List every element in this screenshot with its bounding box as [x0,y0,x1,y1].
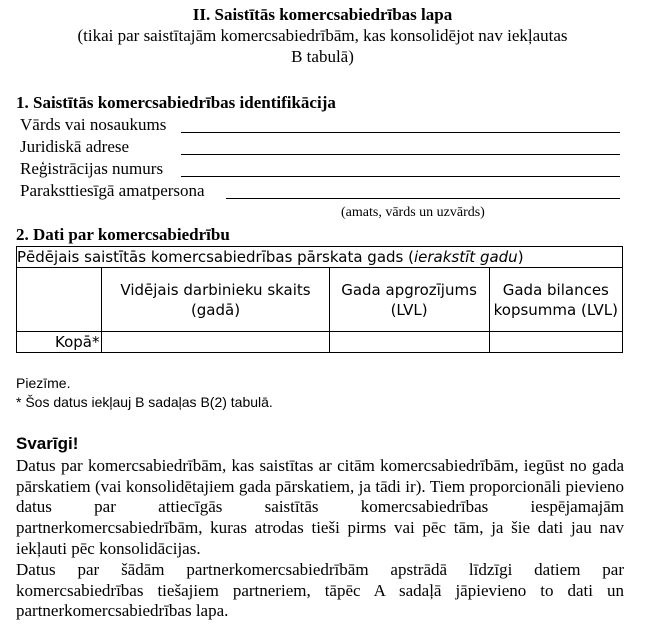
field-label-name: Vārds vai nosaukums [20,115,167,134]
field-line-name[interactable] [181,132,620,133]
field-label-signatory: Paraksttiesīgā amatpersona [20,181,205,200]
note-label: Piezīme. [16,375,71,391]
report-year-label: Pēdējais saistītās komercsabiedrības pārskata gads ( [17,248,414,266]
important-heading: Svarīgi! [16,434,79,453]
report-year-cell[interactable] [17,247,623,268]
page-subtitle: (tikai par saistītajām komercsabiedrībām, kas konsolidējot nav iekļautas [77,26,568,45]
page-title: II. Saistītās komercsabiedrības lapa [192,5,453,24]
total-row-label: Kopā* [17,332,102,353]
section1-heading: 1. Saistītās komercsabiedrības identifikācija [16,93,336,112]
report-year-label-end: ) [517,248,524,266]
field-label-address: Juridiskā adrese [20,137,130,156]
field-line-address[interactable] [181,154,620,155]
note-text: * Šos datus iekļauj B sadaļas B(2) tabulā. [16,394,273,410]
field-label-registration: Reģistrācijas numurs [20,159,164,178]
header-empty-cell [17,268,102,332]
important-paragraph-1: Datus par komercsabiedrībām, kas saistītas ar citām komercsabiedrībām, iegūst no gada pārskatiem (vai konsolidētajiem gada pārskatiem, ja tādi ir). Tiem proporcionāli pievieno datus par attiecīgās saistītās komercsabiedrības iespējamajām partnerkomercsabiedrībām, kuras atrodas tieši pirms vai pēc tām, ja šie dati jau nav iekļauti pēc konsolidācijas. [16,456,624,558]
field-line-signatory[interactable] [226,198,620,199]
total-turnover-cell[interactable] [329,332,489,353]
col-header-employees: Vidējais darbinieku skaits (gadā) [102,268,329,332]
report-year-hint: ierakstīt gadu [413,248,518,266]
field-line-registration[interactable] [181,176,620,177]
col-header-turnover: Gada apgrozījums (LVL) [329,268,489,332]
col-header-balance: Gada bilances kopsumma (LVL) [489,268,622,332]
company-data-table [16,246,623,353]
section2-heading: 2. Dati par komercsabiedrību [16,225,230,244]
total-balance-cell[interactable] [489,332,622,353]
page-subtitle-continued: B tabulā) [291,47,354,66]
important-paragraph-2: Datus par šādām partnerkomercsabiedrībām apstrādā līdzīgi datiem par komercsabiedrības tiešajiem partneriem, tāpēc A sadaļā jāpievieno to dati un partnerkomercsabiedrības lapa. [16,560,624,621]
total-employees-cell[interactable] [102,332,329,353]
signatory-hint: (amats, vārds un uzvārds) [341,205,485,220]
